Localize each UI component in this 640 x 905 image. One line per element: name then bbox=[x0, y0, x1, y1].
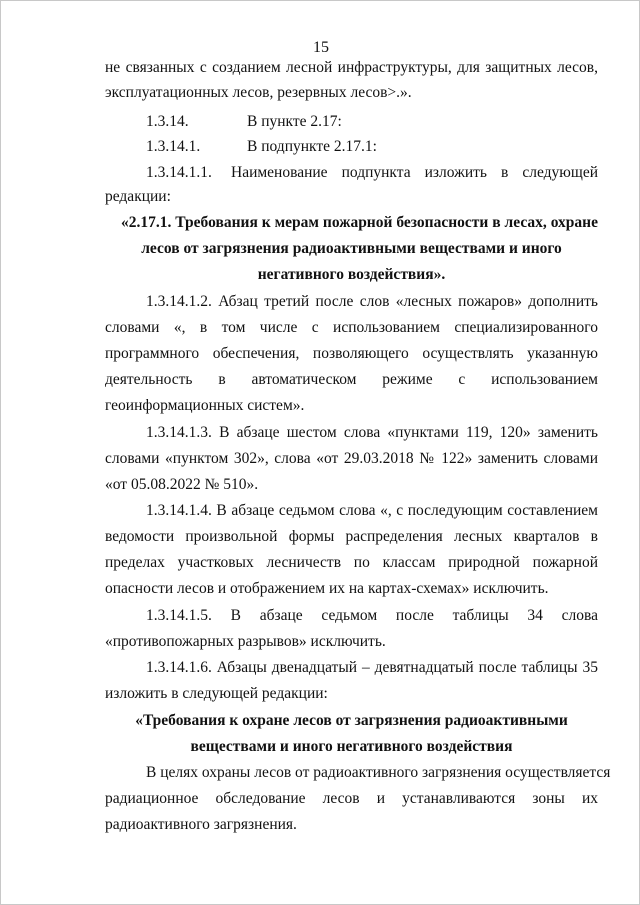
text-line: 1.3.14.1.6. Абзацы двенадцатый – девятнадцатый после таблицы 35 bbox=[146, 659, 598, 676]
text-line: В целях охраны лесов от радиоактивного загрязнения осуществляется bbox=[146, 764, 611, 781]
text-line: В пункте 2.17: bbox=[247, 113, 342, 130]
text-line: словами «пунктом 302», слова «от 29.03.2018 № 122» заменить словами bbox=[105, 450, 598, 467]
text-line: 1.3.14.1.5. В абзаце седьмом после таблицы 34 слова bbox=[146, 607, 598, 624]
page-number: 15 bbox=[313, 39, 329, 56]
item-number: 1.3.14.1.1. bbox=[146, 164, 212, 181]
heading-line: «2.17.1. Требования к мерам пожарной безопасности в лесах, охране bbox=[121, 214, 598, 231]
text-line: Наименование подпункта изложить в следующей bbox=[231, 164, 598, 181]
text-line: редакции: bbox=[105, 188, 171, 205]
text-line: 1.3.14.1.4. В абзаце седьмом слова «, с последующим составлением bbox=[146, 502, 598, 519]
text-line: опасности лесов и отображением их на картах-схемах» исключить. bbox=[105, 580, 549, 597]
text-line: радиационное обследование лесов и устанавливаются зоны их bbox=[105, 790, 598, 807]
text-line: изложить в следующей редакции: bbox=[105, 685, 328, 702]
text-line: эксплуатационных лесов, резервных лесов>.». bbox=[105, 84, 412, 101]
item-number: 1.3.14. bbox=[146, 113, 189, 130]
text-line: В подпункте 2.17.1: bbox=[247, 138, 377, 155]
text-line: «противопожарных разрывов» исключить. bbox=[105, 633, 386, 650]
text-line: «от 05.08.2022 № 510». bbox=[105, 476, 259, 493]
text-line: программного обеспечения, позволяющего осуществлять указанную bbox=[105, 345, 598, 362]
heading-line: веществами и иного негативного воздействия bbox=[190, 738, 513, 755]
heading-line: лесов от загрязнения радиоактивными веществами и иного bbox=[141, 240, 562, 257]
text-line: 1.3.14.1.2. Абзац третий после слов «лесных пожаров» дополнить bbox=[146, 293, 598, 310]
text-line: ведомости произвольной формы распределения лесных кварталов в bbox=[105, 528, 598, 545]
text-line: деятельность в автоматическом режиме с использованием bbox=[105, 371, 598, 388]
text-line: 1.3.14.1.3. В абзаце шестом слова «пунктами 119, 120» заменить bbox=[146, 424, 598, 441]
heading-line: негативного воздействия». bbox=[257, 266, 446, 283]
heading-line: «Требования к охране лесов от загрязнения радиоактивными bbox=[135, 712, 568, 729]
item-number: 1.3.14.1. bbox=[146, 138, 201, 155]
text-line: словами «, в том числе с использованием специализированного bbox=[105, 319, 598, 336]
text-line: геоинформационных систем». bbox=[105, 397, 305, 414]
text-line: пределах участковых лесничеств по классам природной пожарной bbox=[105, 554, 598, 571]
text-line: не связанных с созданием лесной инфраструктуры, для защитных лесов, bbox=[105, 59, 598, 76]
text-line: радиоактивного загрязнения. bbox=[105, 816, 297, 833]
